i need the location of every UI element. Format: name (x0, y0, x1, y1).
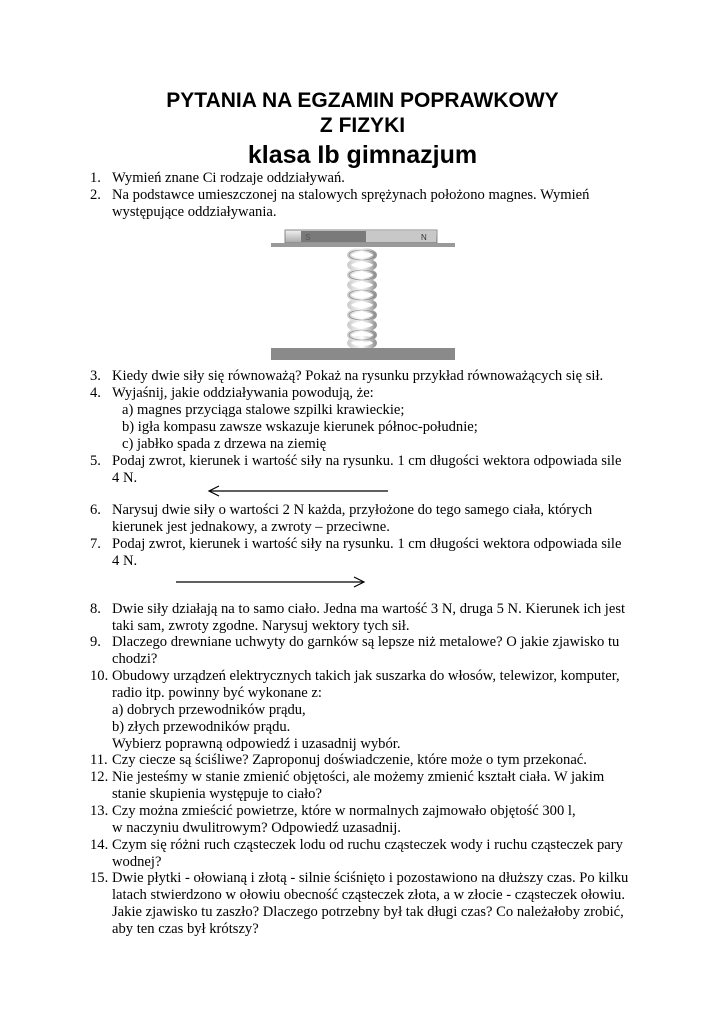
question-3 (90, 368, 650, 385)
question-5 (90, 453, 650, 487)
question-number: 14. (90, 837, 109, 853)
question-4 (90, 385, 650, 453)
question-text: Czym się różni ruch cząsteczek lodu od ruchu cząsteczek wody i ruchu cząsteczek pary (112, 837, 623, 853)
question-number: 5. (90, 453, 101, 469)
magnet-n-label: N (421, 233, 427, 242)
question-text: Na podstawce umieszczonej na stalowych sprężynach położono magnes. Wymień (112, 187, 590, 203)
title-line-2: Z FIZYKI (319, 114, 406, 137)
question-number: 1. (90, 170, 101, 186)
question-number: 13. (90, 803, 109, 819)
question-text: chodzi? (112, 651, 158, 667)
question-number: 11. (90, 752, 108, 768)
question-text: Podaj zwrot, kierunek i wartość siły na rysunku. 1 cm długości wektora odpowiada sile (112, 453, 622, 469)
question-number: 6. (90, 502, 101, 518)
question-option: b) złych przewodników prądu. (112, 719, 291, 735)
question-15 (90, 870, 650, 938)
question-number: 15. (90, 870, 109, 886)
question-number: 7. (90, 536, 101, 552)
question-number: 12. (90, 769, 109, 785)
question-text: Czy można zmieścić powietrze, które w normalnych zajmowało objętość 300 l, (112, 803, 576, 819)
question-option: a) dobrych przewodników prądu, (112, 702, 306, 718)
question-text: kierunek jest jednakowy, a zwroty – przeciwne. (112, 519, 390, 535)
question-text: stanie skupienia występuje to ciało? (112, 786, 322, 802)
question-option: a) magnes przyciąga stalowe szpilki krawieckie; (122, 402, 405, 418)
question-text: wodnej? (112, 854, 162, 870)
question-6 (90, 502, 650, 536)
question-text: Podaj zwrot, kierunek i wartość siły na rysunku. 1 cm długości wektora odpowiada sile (112, 536, 622, 552)
question-text: Dlaczego drewniane uchwyty do garnków są lepsze niż metalowe? O jakie zjawisko tu (112, 634, 620, 650)
magnet-spring-figure (271, 226, 455, 360)
question-number: 9. (90, 634, 101, 650)
question-text: Obudowy urządzeń elektrycznych takich jak suszarka do włosów, telewizor, komputer, (112, 668, 620, 684)
question-text: aby ten czas był krótszy? (112, 921, 259, 937)
question-8 (90, 601, 650, 635)
platform (271, 243, 455, 247)
question-9 (90, 634, 650, 668)
question-text: Dwie siły działają na to samo ciało. Jedna ma wartość 3 N, druga 5 N. Kierunek ich jest (112, 601, 626, 617)
question-text: Nie jesteśmy w stanie zmienić objętości, ale możemy zmienić kształt ciała. W jakim (112, 769, 605, 785)
force-vector-right-arrow (175, 575, 367, 589)
question-option: b) igła kompasu zawsze wskazuje kierunek północ-południe; (122, 419, 478, 435)
question-text: 4 N. (112, 470, 138, 486)
question-text: Czy ciecze są ściśliwe? Zaproponuj doświadczenie, które może o tym przekonać. (112, 752, 587, 768)
question-number: 3. (90, 368, 101, 384)
question-text: Wyjaśnij, jakie oddziaływania powodują, że: (112, 385, 374, 401)
question-text: radio itp. powinny być wykonane z: (112, 685, 322, 701)
question-13 (90, 803, 650, 837)
title-line-1: PYTANIA NA EGZAMIN POPRAWKOWY (166, 89, 559, 112)
magnet-s-label: S (305, 233, 311, 242)
magnet-south-pole (301, 231, 366, 242)
question-number: 10. (90, 668, 109, 684)
question-text: Narysuj dwie siły o wartości 2 N każda, przyłożone do tego samego ciała, których (112, 502, 593, 518)
question-12 (90, 769, 650, 803)
title-line-3: klasa Ib gimnazjum (247, 141, 478, 169)
question-1 (90, 170, 650, 187)
question-10 (90, 668, 650, 753)
question-text: latach stwierdzono w ołowiu obecność cząsteczek złota, a w złocie - cząsteczek ołowiu. (112, 887, 625, 903)
question-text: taki sam, zwroty zgodne. Narysuj wektory tych sił. (112, 618, 410, 634)
force-vector-left-arrow (206, 484, 390, 498)
question-14 (90, 837, 650, 871)
question-number: 8. (90, 601, 101, 617)
question-text: Kiedy dwie siły się równoważą? Pokaż na rysunku przykład równoważących się sił. (112, 368, 604, 384)
question-2 (90, 187, 650, 221)
question-text: występujące oddziaływania. (112, 204, 277, 220)
base-plate (271, 348, 455, 360)
question-text: Wymień znane Ci rodzaje oddziaływań. (112, 170, 345, 186)
question-text: w naczyniu dwulitrowym? Odpowiedź uzasadnij. (112, 820, 401, 836)
question-option: c) jabłko spada z drzewa na ziemię (122, 436, 327, 452)
spring-coil (349, 250, 375, 348)
question-7 (90, 536, 650, 570)
question-11 (90, 752, 650, 769)
question-text: Dwie płytki - ołowianą i złotą - silnie ściśnięto i pozostawiono na dłuższy czas. Po kilku (112, 870, 629, 886)
question-text: Wybierz poprawną odpowiedź i uzasadnij wybór. (112, 736, 401, 752)
question-text: Jakie zjawisko tu zaszło? Dlaczego potrzebny był tak długi czas? Co należałoby zrobić, (112, 904, 624, 920)
question-text: 4 N. (112, 553, 138, 569)
question-number: 2. (90, 187, 101, 203)
question-number: 4. (90, 385, 101, 401)
